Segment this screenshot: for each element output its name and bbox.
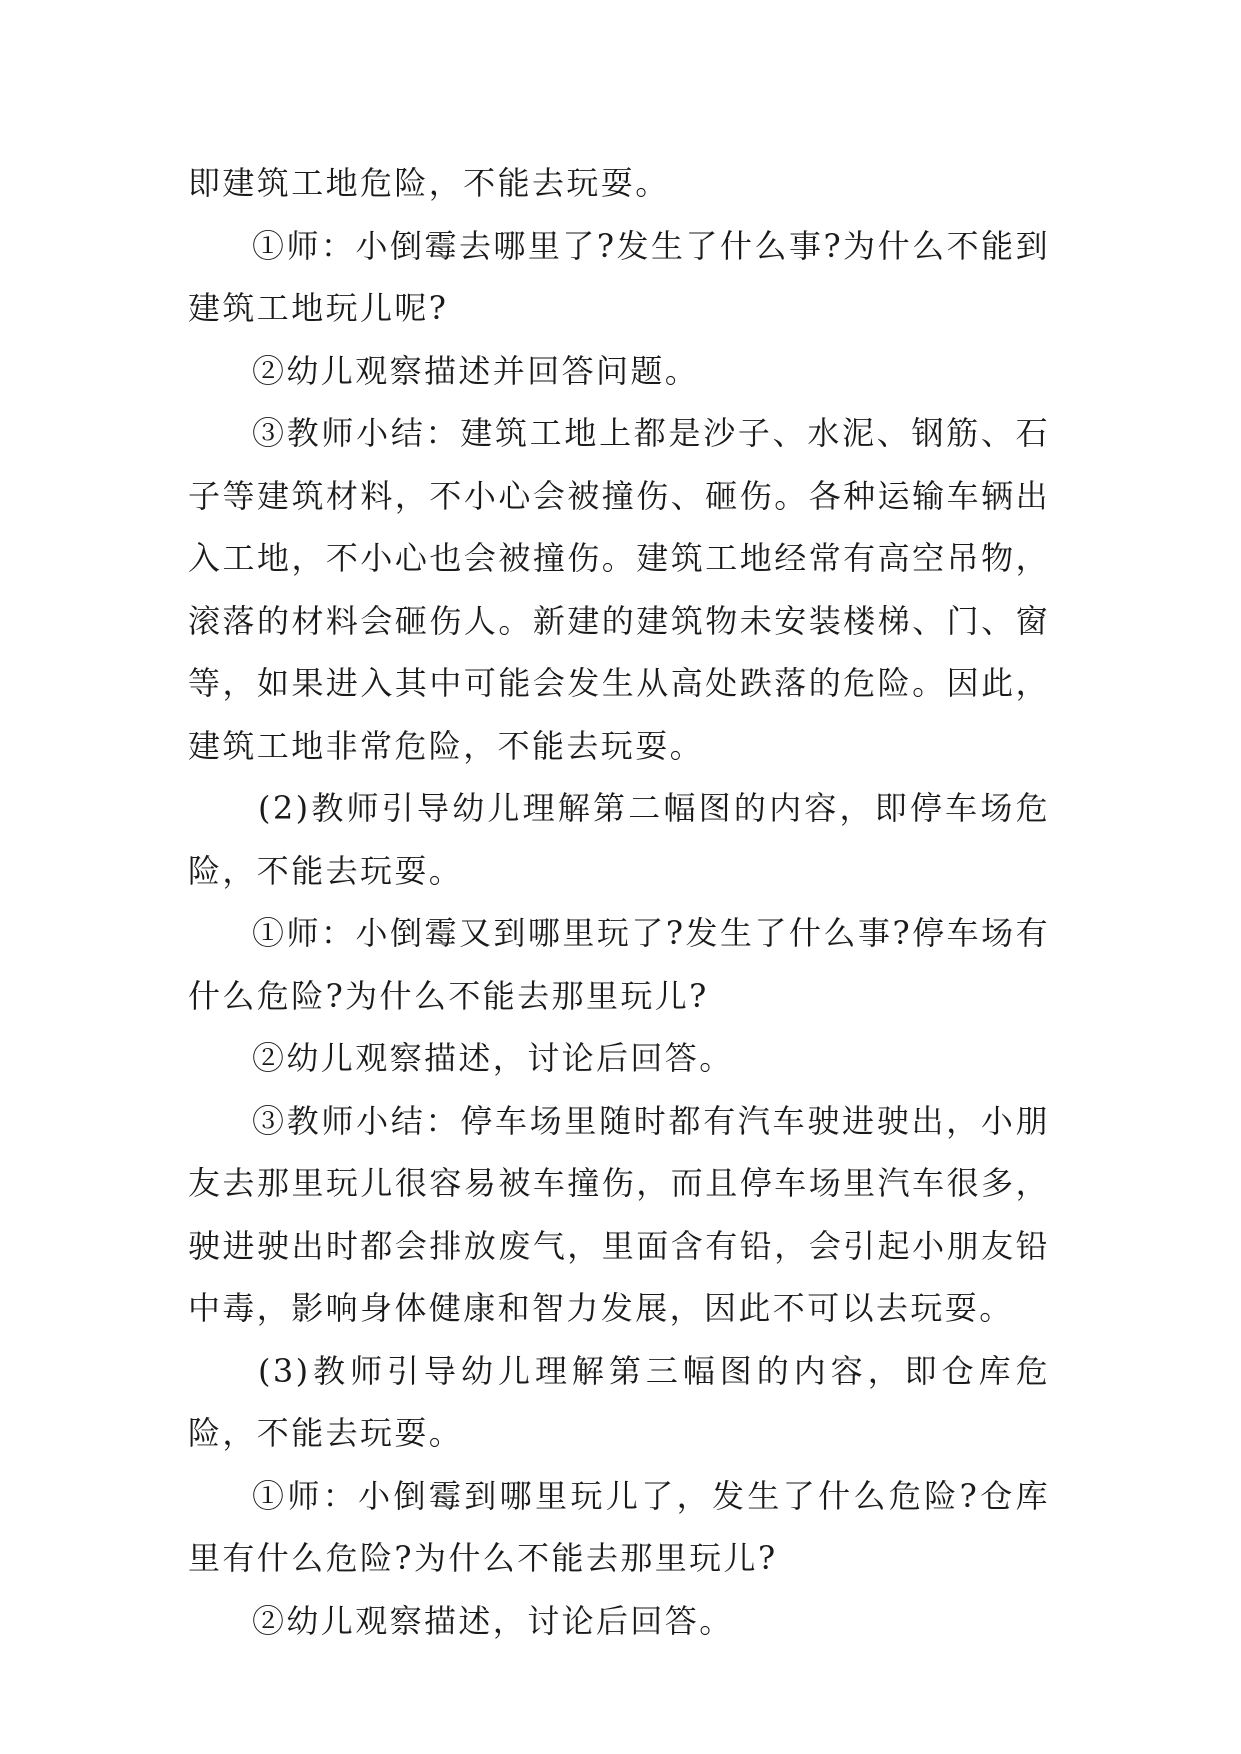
paragraph-construction-conclusion: 即建筑工地危险，不能去玩耍。 [188, 164, 670, 202]
paragraph-child-answer-2: ②幼儿观察描述，讨论后回答。 [252, 1039, 734, 1077]
paragraph-child-answer-3: ②幼儿观察描述，讨论后回答。 [252, 1601, 734, 1640]
paragraph-step-3-heading: (3)教师引导幼儿理解第三幅图的内容，即仓库危险，不能去玩耍。 [188, 1351, 1050, 1452]
paragraph-teacher-question-2: ①师：小倒霉又到哪里玩了?发生了什么事?停车场有什么危险?为什么不能去那里玩儿? [188, 914, 1050, 1015]
paragraph-teacher-summary-2: ③教师小结：停车场里随时都有汽车驶进驶出，小朋友去那里玩儿很容易被车撞伤，而且停车场里汽车很多，驶进驶出时都会排放废气，里面含有铅，会引起小朋友铅中毒，影响身体健康和智力发展，因此不可以去玩耍。 [188, 1101, 1050, 1327]
paragraph-teacher-question-3: ①师：小倒霉到哪里玩儿了，发生了什么危险?仓库里有什么危险?为什么不能去那里玩儿? [188, 1476, 1050, 1577]
paragraph-teacher-question-1: ①师：小倒霉去哪里了?发生了什么事?为什么不能到建筑工地玩儿呢? [188, 226, 1050, 327]
document-body [188, 152, 1050, 1652]
paragraph-step-2-heading: (2)教师引导幼儿理解第二幅图的内容，即停车场危险，不能去玩耍。 [188, 789, 1050, 890]
paragraph-child-answer-1: ②幼儿观察描述并回答问题。 [252, 351, 700, 390]
paragraph-teacher-summary-1: ③教师小结：建筑工地上都是沙子、水泥、钢筋、石子等建筑材料，不小心会被撞伤、砸伤。各种运输车辆出入工地，不小心也会被撞伤。建筑工地经常有高空吊物，滚落的材料会砸伤人。新建的建筑物未安装楼梯、门、窗等，如果进入其中可能会发生从高处跌落的危险。因此，建筑工地非常危险，不能去玩耍。 [188, 414, 1050, 765]
